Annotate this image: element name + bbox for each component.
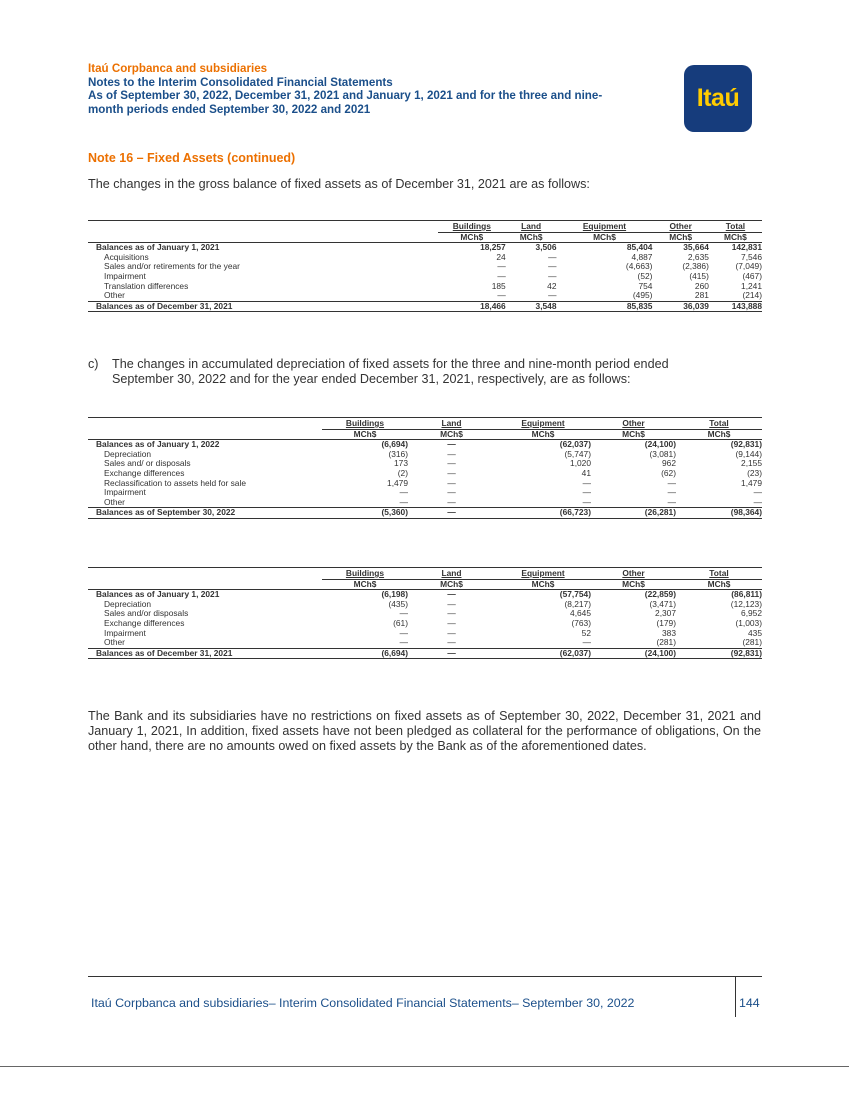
column-header: Land xyxy=(441,418,462,428)
column-header: Total xyxy=(709,418,729,428)
cell-value: (7,049) xyxy=(735,261,762,272)
cell-value: — xyxy=(399,487,408,498)
cell-value: — xyxy=(447,627,456,638)
table-body xyxy=(88,568,762,659)
unit-header: MCh$ xyxy=(591,429,676,440)
intro-paragraph: The changes in the gross balance of fixed assets as of December 31, 2021 are as follows: xyxy=(88,177,590,191)
row-label: Reclassification to assets held for sale xyxy=(104,477,246,488)
depreciation-2021-table xyxy=(88,567,762,659)
document-header xyxy=(88,62,648,116)
cell-value: — xyxy=(582,637,591,648)
cell-value: 4,645 xyxy=(570,608,591,619)
row-label: Balances as of January 1, 2021 xyxy=(96,242,220,253)
cell-value: (1,003) xyxy=(735,617,762,628)
page-footer xyxy=(88,976,762,1010)
cell-value: (92,831) xyxy=(730,439,762,450)
column-header: Land xyxy=(521,221,542,231)
cell-value: — xyxy=(548,270,557,281)
header-period-line1: As of September 30, 2022, December 31, 2021 and January 1, 2021 and for the three and nine- xyxy=(88,89,603,103)
cell-value: 42 xyxy=(547,280,557,291)
row-label: Sales and/or disposals xyxy=(104,608,189,619)
header-spacer xyxy=(88,579,322,590)
cell-value: (52) xyxy=(637,270,653,281)
table-row xyxy=(88,282,762,292)
row-label: Balances as of September 30, 2022 xyxy=(88,508,322,519)
row-label: Other xyxy=(104,637,125,648)
row-label: Impairment xyxy=(104,627,146,638)
column-header-row xyxy=(88,418,762,429)
cell-value: 962 xyxy=(662,458,676,469)
cell-value: (24,100) xyxy=(591,648,676,659)
closing-paragraph: The Bank and its subsidiaries have no restrictions on fixed assets as of September 30, 2022, December 31, 2021 and January 1, 2021, In addition, fixed assets have not been pledged as collateral for the performance of obligations, On the other hand, there are no amounts owed on fixed assets by the Bank as of the aforementioned dates. xyxy=(88,709,761,753)
row-label: Depreciation xyxy=(104,448,152,459)
cell-value: — xyxy=(447,496,456,507)
unit-header-row xyxy=(88,232,762,243)
cell-value: (24,100) xyxy=(644,439,676,450)
header-period-line2: month periods ended September 30, 2022 and 2021 xyxy=(88,102,371,116)
cell-value: — xyxy=(408,508,495,519)
header-subtitle: Notes to the Interim Consolidated Financial Statements xyxy=(88,75,393,89)
footer-text: Itaú Corpbanca and subsidiaries– Interim Consolidated Financial Statements– September 30, 2022 xyxy=(91,996,635,1010)
unit-header: MCh$ xyxy=(652,232,708,243)
table-body xyxy=(88,221,762,312)
cell-value: 2,307 xyxy=(655,608,676,619)
bottom-rule xyxy=(0,1066,849,1067)
cell-value: (6,198) xyxy=(381,589,408,600)
row-label: Sales and/ or disposals xyxy=(104,458,191,469)
column-header: Other xyxy=(669,221,692,231)
cell-value: 1,241 xyxy=(741,280,762,291)
cell-value: — xyxy=(582,496,591,507)
column-header: Buildings xyxy=(345,418,385,428)
cell-value: 754 xyxy=(638,280,653,291)
cell-value: — xyxy=(548,290,557,301)
row-label: Other xyxy=(104,496,125,507)
table-row xyxy=(88,301,762,312)
company-name: Itaú Corpbanca and subsidiaries xyxy=(88,62,268,75)
unit-header: MCh$ xyxy=(408,429,495,440)
cell-value: (23) xyxy=(747,467,762,478)
unit-header: MCh$ xyxy=(322,429,408,440)
cell-value: — xyxy=(447,477,456,488)
cell-value: (26,281) xyxy=(591,508,676,519)
column-header: Equipment xyxy=(521,418,565,428)
header-spacer xyxy=(88,568,322,579)
cell-value: 1,020 xyxy=(570,458,591,469)
footer-divider xyxy=(735,977,736,1017)
row-label: Sales and/or retirements for the year xyxy=(104,261,240,272)
table-row xyxy=(88,619,762,629)
cell-value: (12,123) xyxy=(730,598,762,609)
unit-header: MCh$ xyxy=(495,579,591,590)
column-header: Total xyxy=(709,568,729,578)
cell-value: 41 xyxy=(581,467,591,478)
cell-value: 142,831 xyxy=(731,242,762,253)
cell-value: — xyxy=(447,467,456,478)
table-row xyxy=(88,488,762,498)
cell-value: (98,364) xyxy=(676,508,762,519)
cell-value: (8,217) xyxy=(564,598,591,609)
cell-value: — xyxy=(497,290,506,301)
header-spacer xyxy=(88,418,322,429)
unit-header: MCh$ xyxy=(557,232,653,243)
cell-value: (3,081) xyxy=(649,448,676,459)
cell-value: 2,155 xyxy=(741,458,762,469)
table-body xyxy=(88,418,762,519)
unit-header: MCh$ xyxy=(438,232,506,243)
section-c-paragraph xyxy=(88,357,761,387)
row-label: Acquisitions xyxy=(104,251,149,262)
cell-value: — xyxy=(447,608,456,619)
cell-value: — xyxy=(497,261,506,272)
cell-value: (62) xyxy=(661,467,676,478)
cell-value: (2,386) xyxy=(682,261,709,272)
cell-value: — xyxy=(447,458,456,469)
cell-value: — xyxy=(408,648,495,659)
unit-header: MCh$ xyxy=(709,232,762,243)
unit-header: MCh$ xyxy=(676,579,762,590)
cell-value: (6,694) xyxy=(381,439,408,450)
cell-value: (2) xyxy=(397,467,408,478)
table-row xyxy=(88,498,762,508)
depreciation-2022-table xyxy=(88,417,762,519)
cell-value: 383 xyxy=(662,627,676,638)
table-row xyxy=(88,291,762,301)
cell-value: — xyxy=(447,637,456,648)
cell-value: 173 xyxy=(394,458,408,469)
row-label: Depreciation xyxy=(104,598,152,609)
itau-logo xyxy=(684,65,752,132)
cell-value: 185 xyxy=(491,280,506,291)
note-title: Note 16 – Fixed Assets (continued) xyxy=(88,151,296,165)
cell-value: (214) xyxy=(742,290,762,301)
cell-value: 85,835 xyxy=(557,301,653,312)
cell-value: — xyxy=(447,487,456,498)
cell-value: 18,466 xyxy=(438,301,506,312)
cell-value: — xyxy=(548,251,557,262)
cell-value: (86,811) xyxy=(731,589,762,600)
section-c-line1: The changes in accumulated depreciation of fixed assets for the three and nine-month period ended xyxy=(112,357,669,371)
cell-value: (316) xyxy=(388,448,408,459)
cell-value: — xyxy=(582,477,591,488)
row-label: Translation differences xyxy=(104,280,189,291)
unit-header-row xyxy=(88,429,762,440)
cell-value: (281) xyxy=(656,637,676,648)
column-header-row xyxy=(88,221,762,232)
table-row xyxy=(88,508,762,519)
cell-value: (4,663) xyxy=(625,261,653,272)
cell-value: (92,831) xyxy=(676,648,762,659)
cell-value: 281 xyxy=(694,290,709,301)
cell-value: (62,037) xyxy=(559,439,591,450)
cell-value: 18,257 xyxy=(480,242,506,253)
cell-value: 260 xyxy=(694,280,709,291)
table-row xyxy=(88,243,762,253)
unit-header-row xyxy=(88,579,762,590)
column-header-row xyxy=(88,568,762,579)
cell-value: — xyxy=(497,270,506,281)
cell-value: — xyxy=(447,589,456,600)
row-label: Balances as of December 31, 2021 xyxy=(88,648,322,659)
cell-value: 1,479 xyxy=(387,477,408,488)
cell-value: 36,039 xyxy=(652,301,708,312)
cell-value: (281) xyxy=(742,637,762,648)
cell-value: — xyxy=(399,496,408,507)
cell-value: 3,548 xyxy=(506,301,557,312)
unit-header: MCh$ xyxy=(495,429,591,440)
cell-value: 1,479 xyxy=(741,477,762,488)
cell-value: 2,635 xyxy=(687,251,709,262)
cell-value: (3,471) xyxy=(649,598,676,609)
cell-value: 85,404 xyxy=(626,242,653,253)
cell-value: (22,859) xyxy=(644,589,676,600)
cell-value: (415) xyxy=(689,270,709,281)
page-number: 144 xyxy=(739,996,760,1010)
unit-header: MCh$ xyxy=(322,579,408,590)
cell-value: — xyxy=(447,448,456,459)
cell-value: 435 xyxy=(748,627,762,638)
cell-value: (763) xyxy=(571,617,591,628)
row-label: Impairment xyxy=(104,270,146,281)
header-spacer xyxy=(88,232,438,243)
cell-value: — xyxy=(447,439,456,450)
row-label: Exchange differences xyxy=(104,617,185,628)
column-header: Equipment xyxy=(521,568,565,578)
section-c-label: c) xyxy=(88,357,99,371)
unit-header: MCh$ xyxy=(506,232,557,243)
cell-value: — xyxy=(399,627,408,638)
table-row xyxy=(88,638,762,648)
row-label: Impairment xyxy=(104,487,146,498)
cell-value: — xyxy=(753,496,762,507)
cell-value: — xyxy=(753,487,762,498)
cell-value: 6,952 xyxy=(741,608,762,619)
cell-value: (66,723) xyxy=(495,508,591,519)
unit-header: MCh$ xyxy=(676,429,762,440)
column-header: Other xyxy=(622,418,645,428)
cell-value: — xyxy=(667,487,676,498)
cell-value: — xyxy=(548,261,557,272)
row-label: Other xyxy=(104,290,125,301)
cell-value: 35,664 xyxy=(683,242,709,253)
row-label: Balances as of January 1, 2022 xyxy=(96,439,220,450)
cell-value: 3,506 xyxy=(535,242,557,253)
cell-value: (62,037) xyxy=(495,648,591,659)
column-header: Land xyxy=(441,568,462,578)
unit-header: MCh$ xyxy=(408,579,495,590)
cell-value: (6,694) xyxy=(322,648,408,659)
cell-value: (5,747) xyxy=(564,448,591,459)
table-row xyxy=(88,479,762,489)
header-spacer xyxy=(88,429,322,440)
logo-text: Itaú xyxy=(696,84,740,112)
column-header: Other xyxy=(622,568,645,578)
cell-value: 143,888 xyxy=(709,301,762,312)
cell-value: — xyxy=(447,598,456,609)
cell-value: (61) xyxy=(393,617,408,628)
table-row xyxy=(88,262,762,272)
cell-value: 24 xyxy=(496,251,506,262)
cell-value: — xyxy=(447,617,456,628)
cell-value: 52 xyxy=(581,627,591,638)
cell-value: (467) xyxy=(742,270,762,281)
cell-value: 4,887 xyxy=(631,251,653,262)
gross-balance-table xyxy=(88,220,762,312)
cell-value: (9,144) xyxy=(735,448,762,459)
section-c-line2: September 30, 2022 and for the year ended December 31, 2021, respectively, are as follows: xyxy=(112,372,631,386)
cell-value: (5,360) xyxy=(322,508,408,519)
row-label: Exchange differences xyxy=(104,467,185,478)
unit-header: MCh$ xyxy=(591,579,676,590)
row-label: Balances as of December 31, 2021 xyxy=(88,301,438,312)
column-header: Total xyxy=(725,221,746,231)
table-row xyxy=(88,648,762,659)
cell-value: — xyxy=(667,477,676,488)
table-row xyxy=(88,272,762,282)
row-label: Balances as of January 1, 2021 xyxy=(96,589,220,600)
cell-value: — xyxy=(667,496,676,507)
column-header: Equipment xyxy=(582,221,627,231)
cell-value: (57,754) xyxy=(559,589,591,600)
header-spacer xyxy=(88,221,438,232)
cell-value: 7,546 xyxy=(741,251,762,262)
cell-value: — xyxy=(399,608,408,619)
cell-value: (435) xyxy=(388,598,408,609)
cell-value: — xyxy=(582,487,591,498)
cell-value: — xyxy=(399,637,408,648)
column-header: Buildings xyxy=(345,568,385,578)
column-header: Buildings xyxy=(452,221,491,231)
cell-value: (179) xyxy=(656,617,676,628)
cell-value: (495) xyxy=(632,290,653,301)
